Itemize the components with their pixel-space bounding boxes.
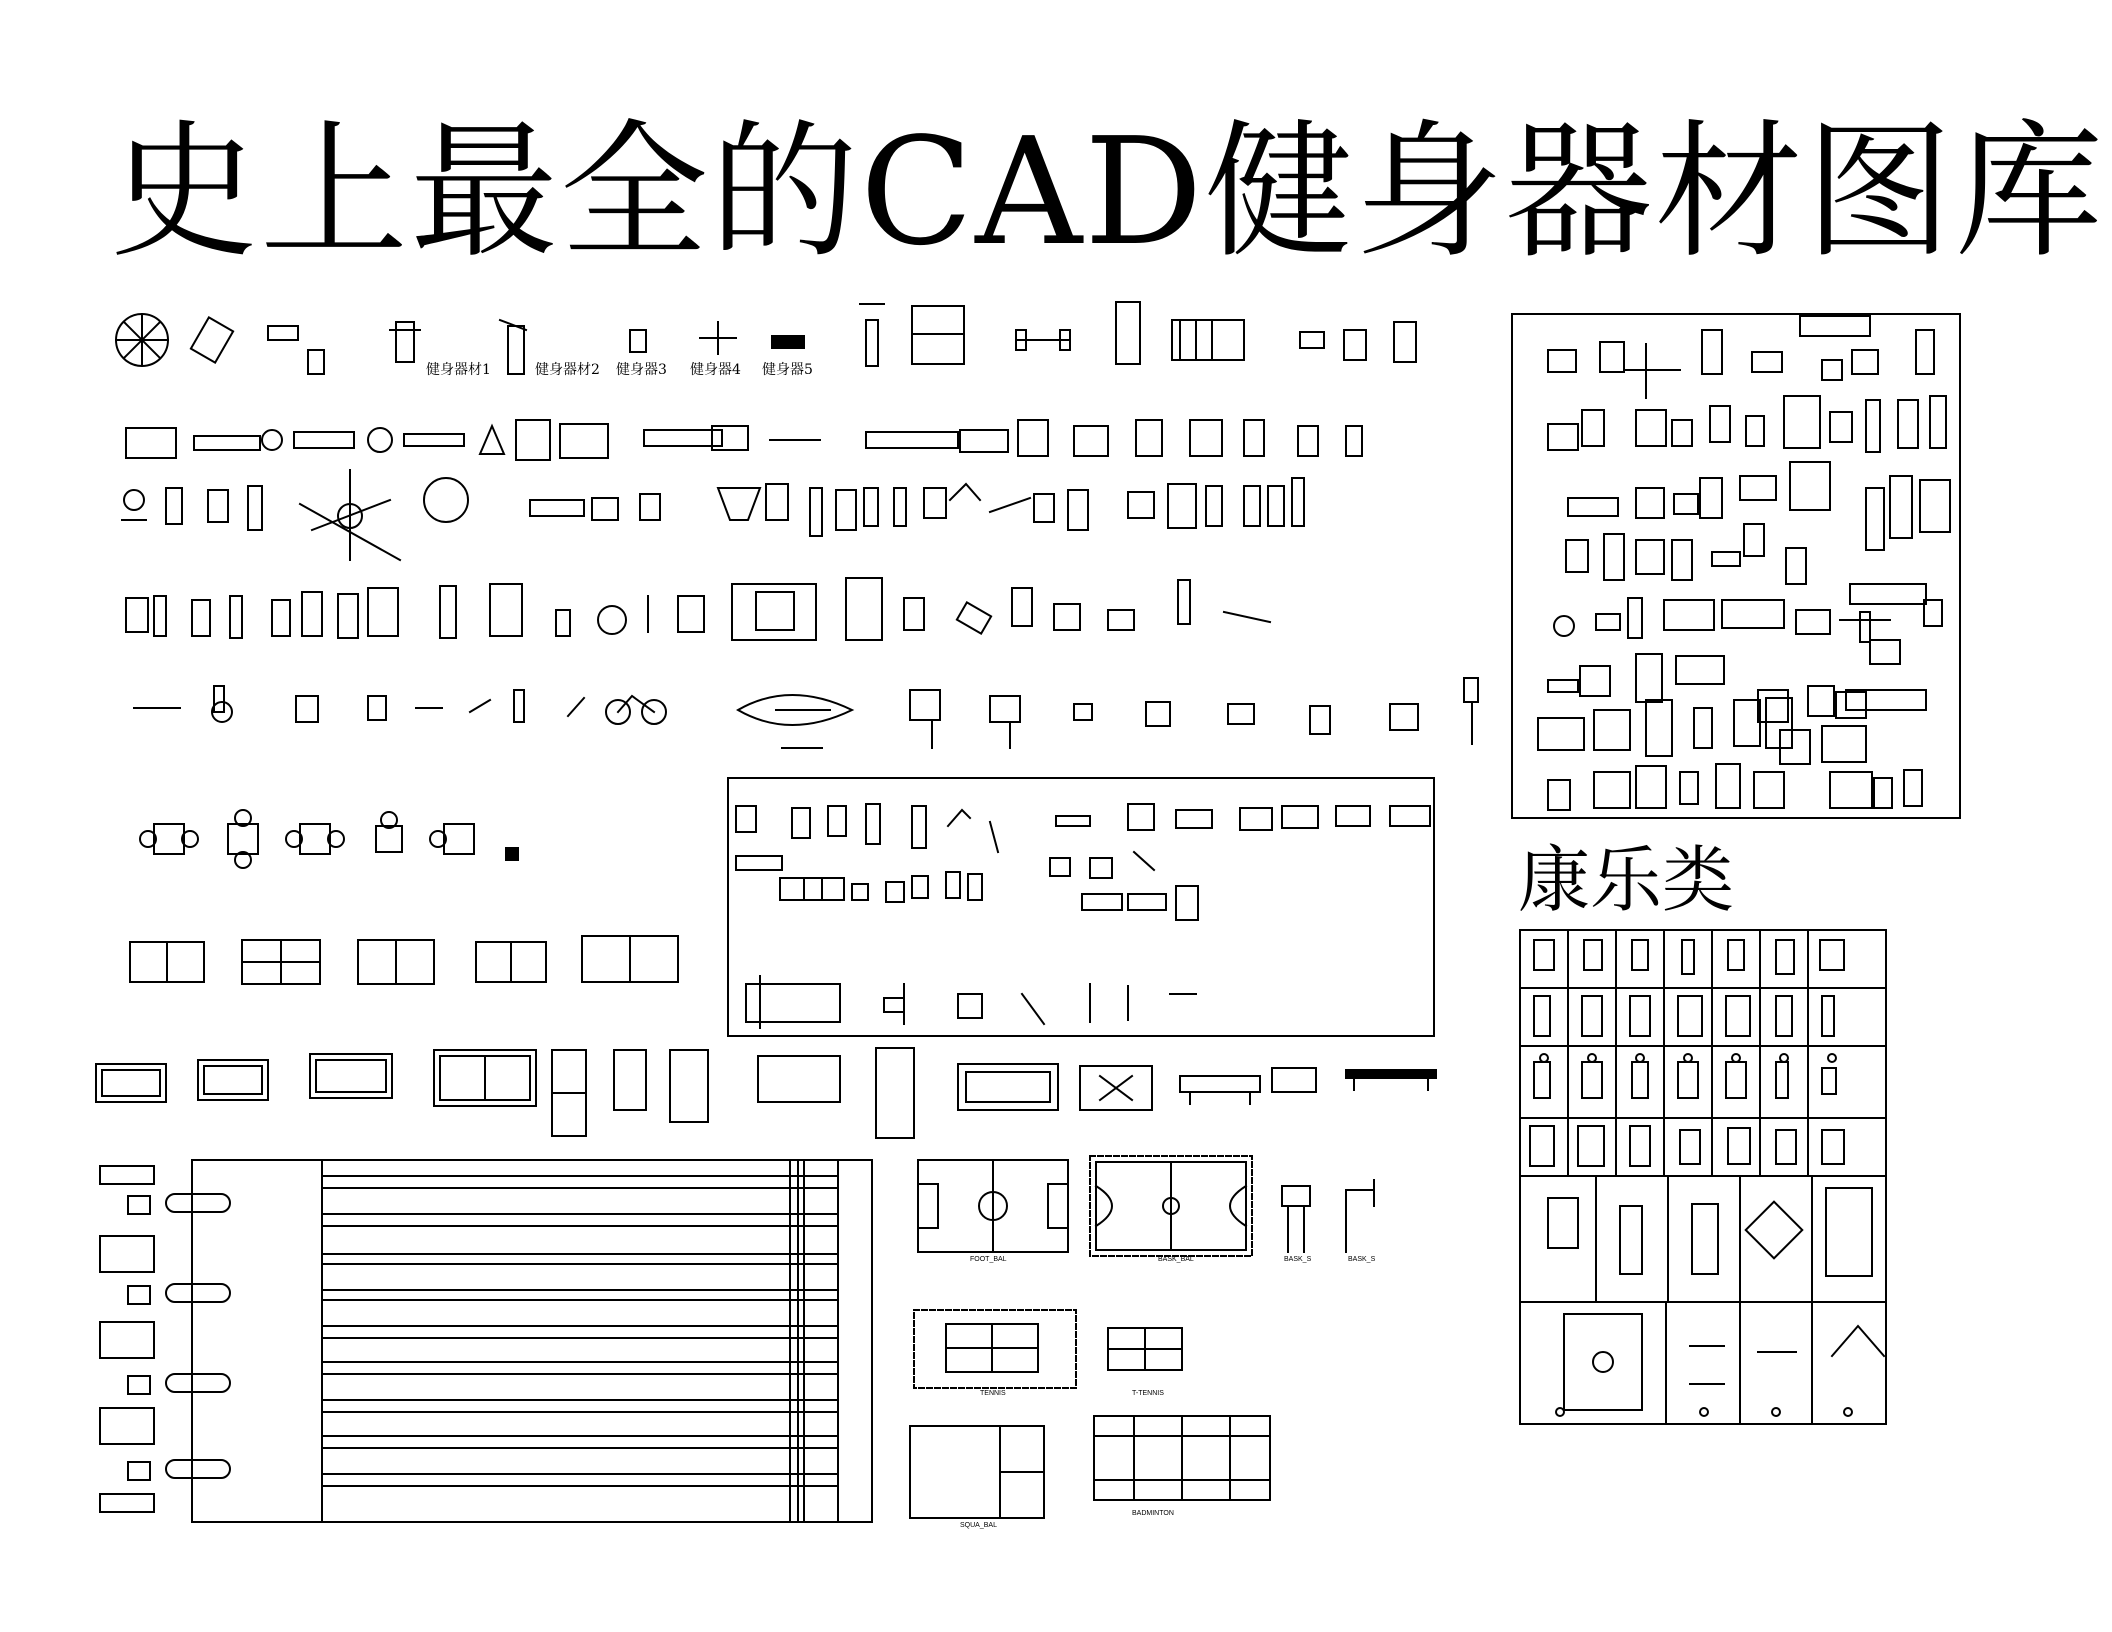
row-5-equipment xyxy=(134,678,1478,748)
label-basket-stand-2: BASK_S xyxy=(1348,1256,1376,1263)
label-tennis-court: TENNIS xyxy=(980,1390,1006,1397)
section-title-recreation: 康乐类 xyxy=(1518,838,1735,922)
label-basket-stand-1: BASK_S xyxy=(1284,1256,1312,1263)
right-equipment-box xyxy=(1512,314,1960,818)
row-1-equipment xyxy=(116,302,1416,374)
equipment-label-3: 健身器3 xyxy=(616,362,667,378)
row-2-equipment xyxy=(126,420,1362,460)
table-tennis-tables xyxy=(130,936,678,984)
page-title: 史上最全的CAD健身器材图库 xyxy=(110,106,2105,278)
equipment-label-4: 健身器4 xyxy=(690,362,741,378)
recreation-catalog-grid xyxy=(1520,930,1886,1424)
label-squash-court: SQUA_BAL xyxy=(960,1522,997,1529)
row-4-equipment xyxy=(126,578,1270,640)
label-table-tennis: T-TENNIS xyxy=(1132,1390,1164,1397)
equipment-label-2: 健身器材2 xyxy=(535,362,600,378)
billiard-tables xyxy=(96,1048,1436,1138)
row-3-equipment xyxy=(122,470,1304,560)
label-badminton-court: BADMINTON xyxy=(1132,1510,1174,1517)
equipment-label-1: 健身器材1 xyxy=(426,362,491,378)
label-basketball-court: BASK_BAL xyxy=(1158,1256,1194,1263)
equipment-label-5: 健身器5 xyxy=(762,362,813,378)
row-6-equipment xyxy=(140,810,518,868)
middle-equipment-box xyxy=(728,778,1434,1036)
sports-fields xyxy=(910,1156,1374,1518)
bowling-lanes xyxy=(100,1160,872,1522)
label-football-field: FOOT_BAL xyxy=(970,1256,1007,1263)
